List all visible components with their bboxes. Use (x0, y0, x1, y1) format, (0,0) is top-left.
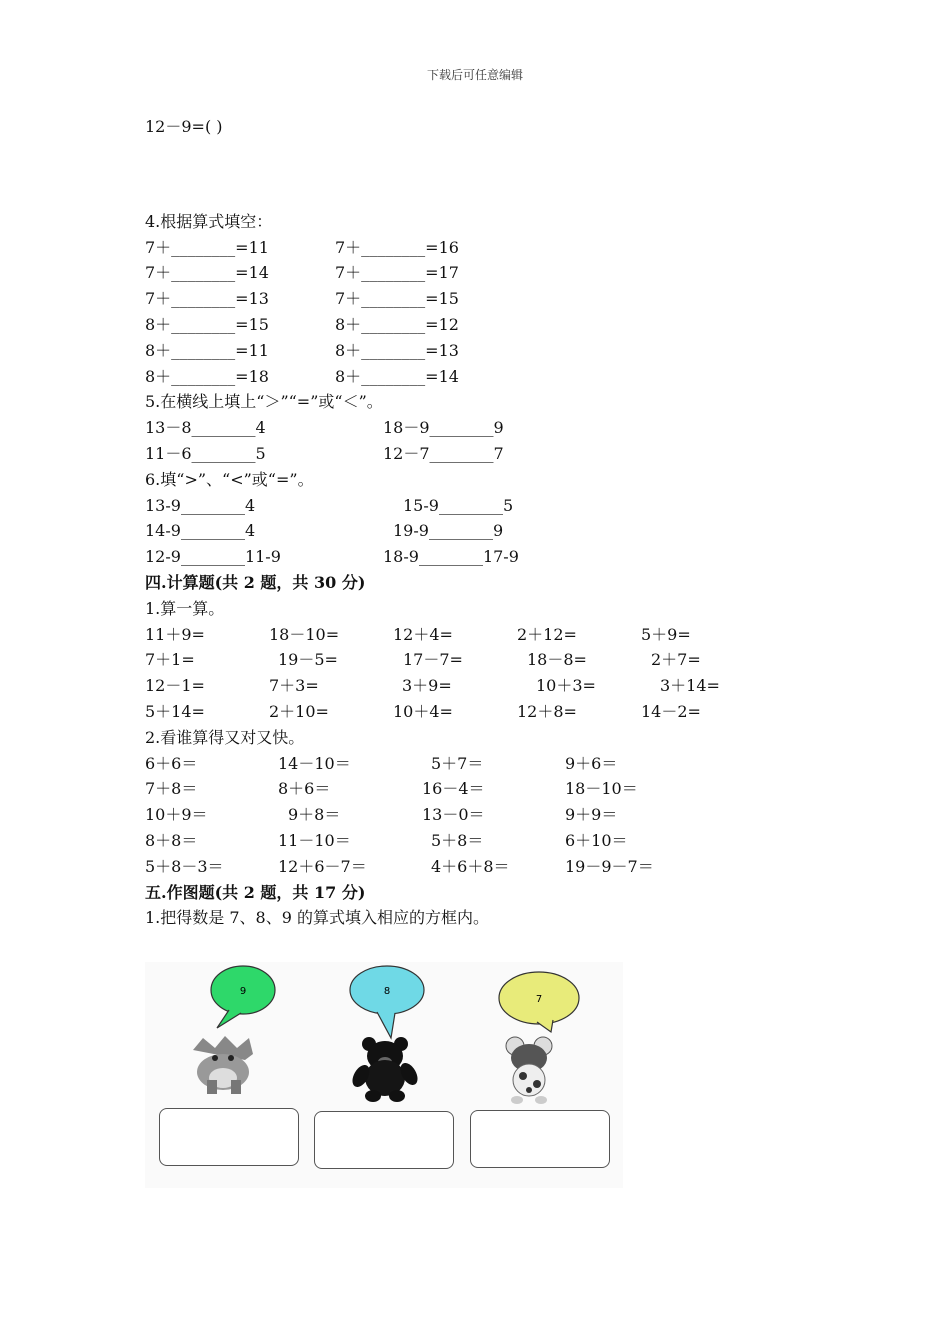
q1-cell: 12－1= (145, 676, 205, 696)
q2-cell: 12＋6－7＝ (278, 856, 367, 876)
q2-cell: 16－4＝ (422, 779, 485, 799)
q2-row (145, 828, 825, 854)
q1-cell: 7＋3= (269, 676, 319, 696)
q1-cell: 18－8= (527, 650, 587, 670)
bubble-label: 7 (535, 994, 543, 1005)
part4-title: 四.计算题(共 2 题，共 30 分) (145, 572, 366, 592)
s5-cell: 12－7________7 (383, 443, 504, 463)
s4-cell: 8＋________=14 (335, 366, 459, 386)
q1-cell: 17－7= (403, 650, 463, 670)
q2-cell: 5＋7＝ (431, 753, 484, 773)
q1-row (145, 622, 825, 648)
q2-cell: 19－9－7＝ (565, 856, 654, 876)
s4-row (145, 235, 825, 261)
s4-cell: 7＋________=13 (145, 289, 269, 309)
q2-cell: 6＋10＝ (565, 830, 628, 850)
q2-cell: 8＋6＝ (278, 779, 331, 799)
answer-box-9[interactable] (159, 1108, 299, 1166)
s4-cell: 8＋________=13 (335, 340, 459, 360)
s6-cell: 18-9________17-9 (383, 547, 519, 567)
s4-cell: 8＋________=18 (145, 366, 269, 386)
s5-cell: 18－9________9 (383, 418, 504, 438)
q2-row (145, 854, 825, 880)
s4-row (145, 260, 825, 286)
s4-cell: 8＋________=12 (335, 314, 459, 334)
part4-q1-title: 1.算一算。 (145, 598, 225, 618)
s4-cell: 7＋________=17 (335, 263, 459, 283)
s6-cell: 12-9________11-9 (145, 547, 281, 567)
q2-row (145, 776, 825, 802)
s4-cell: 8＋________=11 (145, 340, 269, 360)
s6-cell: 19-9________9 (393, 521, 504, 541)
q2-cell: 9＋6＝ (565, 753, 618, 773)
part5-title: 五.作图题(共 2 题，共 17 分) (145, 882, 366, 902)
section5-title: 5.在横线上填上“＞”“=”或“＜”。 (145, 392, 383, 412)
q2-cell: 6＋6＝ (145, 753, 198, 773)
s4-row (145, 286, 825, 312)
s5-cell: 13－8________4 (145, 418, 266, 438)
q2-cell: 5＋8＝ (431, 830, 484, 850)
spotted-creature-icon (506, 1037, 552, 1104)
q2-cell: 7＋8＝ (145, 779, 198, 799)
s6-row (145, 518, 825, 544)
s4-cell: 7＋________=14 (145, 263, 269, 283)
spacer (145, 140, 825, 209)
q1-cell: 2＋12= (517, 624, 577, 644)
s4-cell: 7＋________=11 (145, 237, 269, 257)
q1-cell: 7＋1= (145, 650, 195, 670)
q1-cell: 3＋9= (402, 676, 452, 696)
s4-row (145, 312, 825, 338)
s5-row (145, 441, 825, 467)
bubble-label: 8 (383, 986, 391, 997)
q2-cell: 13－0＝ (422, 805, 485, 825)
answer-box-8[interactable] (314, 1111, 454, 1169)
bubble-label: 9 (239, 986, 247, 997)
q2-cell: 10＋9＝ (145, 805, 208, 825)
section4-title: 4.根据算式填空： (145, 211, 273, 231)
q2-cell: 5＋8－3＝ (145, 856, 224, 876)
q2-cell: 9＋8＝ (288, 805, 341, 825)
q2-row (145, 751, 825, 777)
q1-cell: 10＋4= (393, 701, 453, 721)
q2-row (145, 802, 825, 828)
q1-cell: 2＋10= (269, 701, 329, 721)
figure-speech-bubbles (145, 962, 623, 1188)
q1-row (145, 699, 825, 725)
q1-cell: 12＋8= (517, 701, 577, 721)
q1-cell: 3＋14= (660, 676, 720, 696)
q1-row (145, 673, 825, 699)
q1-cell: 5＋9= (641, 624, 691, 644)
s6-cell: 14-9________4 (145, 521, 256, 541)
s6-cell: 15-9________5 (403, 495, 514, 515)
speech-bubble-9 (211, 962, 275, 1028)
q1-cell: 10＋3= (536, 676, 596, 696)
s4-cell: 7＋________=15 (335, 289, 459, 309)
s4-cell: 7＋________=16 (335, 237, 459, 257)
worksheet (145, 114, 825, 931)
speech-bubble-7 (499, 972, 579, 1032)
s4-cell: 8＋________=15 (145, 314, 269, 334)
q1-cell: 18－10= (269, 624, 340, 644)
bear-character-icon (349, 1037, 421, 1102)
s6-cell: 13-9________4 (145, 495, 256, 515)
q1-cell: 14－2= (641, 701, 701, 721)
q1-cell: 5＋14= (145, 701, 205, 721)
q2-cell: 4＋6＋8＝ (431, 856, 510, 876)
s5-row (145, 415, 825, 441)
s6-row (145, 493, 825, 519)
q1-row (145, 647, 825, 673)
part5-q1-title: 1.把得数是 7、8、9 的算式填入相应的方框内。 (145, 908, 489, 928)
q1-cell: 2＋7= (651, 650, 701, 670)
s4-row (145, 364, 825, 390)
q2-cell: 8＋8＝ (145, 830, 198, 850)
section6-title: 6.填“>”、“<”或“=”。 (145, 469, 314, 489)
q2-cell: 18－10＝ (565, 779, 638, 799)
q2-cell: 14－10＝ (278, 753, 351, 773)
s6-row (145, 544, 825, 570)
q1-cell: 19－5= (278, 650, 338, 670)
q1-cell: 12＋4= (393, 624, 453, 644)
answer-box-7[interactable] (470, 1110, 610, 1168)
speech-bubble-8 (350, 966, 424, 1038)
s4-row (145, 338, 825, 364)
q2-cell: 9＋9＝ (565, 805, 618, 825)
monster-character-icon (193, 1036, 253, 1094)
top-equation: 12－9=( ) (145, 117, 223, 136)
part4-q2-title: 2.看谁算得又对又快。 (145, 727, 305, 747)
page-header: 下载后可任意编辑 (426, 68, 523, 82)
q2-cell: 11－10＝ (278, 830, 351, 850)
s5-cell: 11－6________5 (145, 443, 266, 463)
q1-cell: 11＋9= (145, 624, 205, 644)
